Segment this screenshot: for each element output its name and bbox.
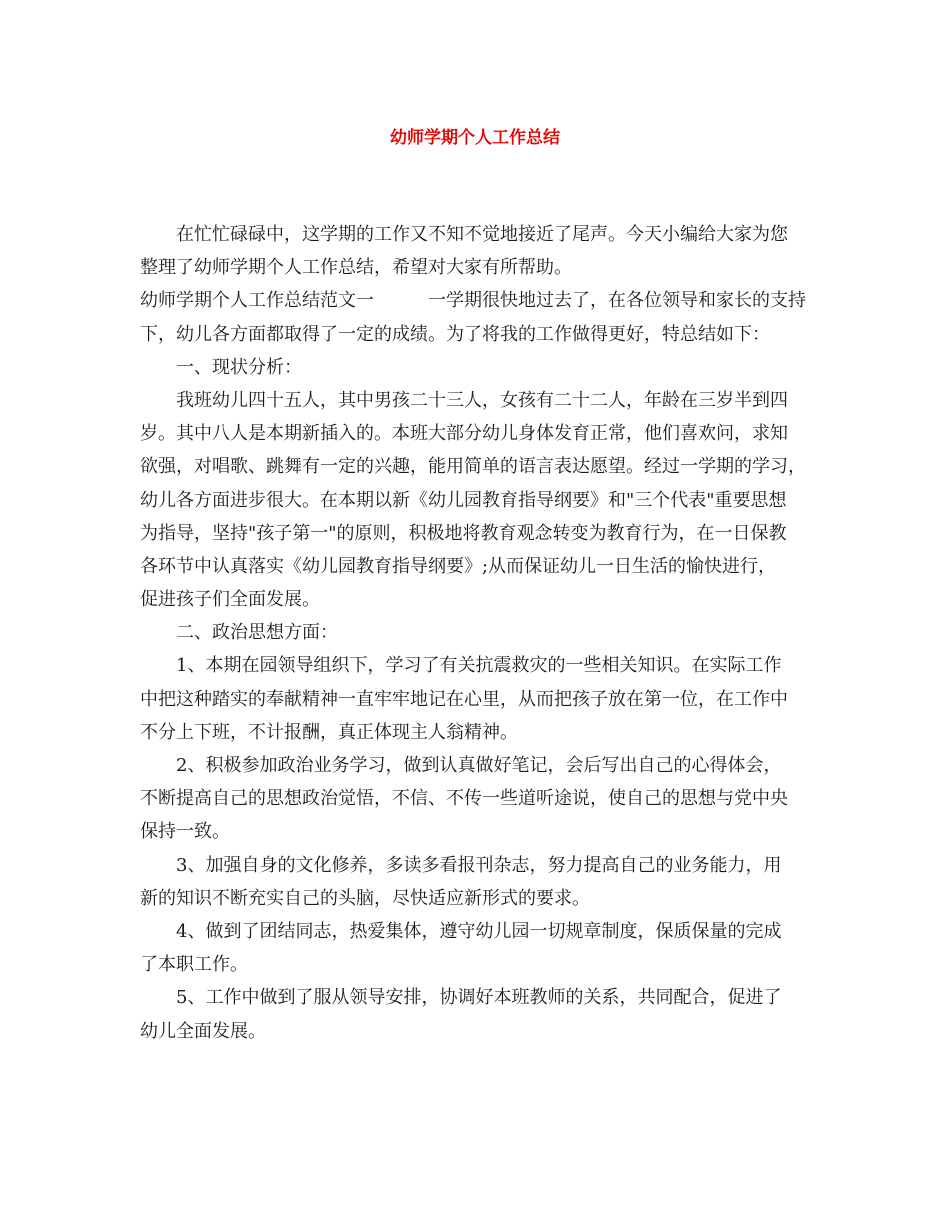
body-line: 在忙忙碌碌中，这学期的工作又不知不觉地接近了尾声。今天小编给大家为您 bbox=[176, 224, 788, 245]
body-line: 5、工作中做到了服从领导安排，协调好本班教师的关系，共同配合，促进了 bbox=[176, 987, 782, 1009]
document-title: 幼师学期个人工作总结 bbox=[390, 128, 560, 148]
body-line: 二、政治思想方面： bbox=[176, 622, 338, 644]
body-line: 整理了幼师学期个人工作总结，希望对大家有所帮助。 bbox=[140, 257, 572, 279]
body-line: 3、加强自身的文化修养，多读多看报刊杂志，努力提高自己的业务能力，用 bbox=[176, 854, 782, 876]
body-line: 1、本期在园领导组织下，学习了有关抗震救灾的一些相关知识。在实际工作 bbox=[176, 655, 782, 677]
body-line: 岁。其中八人是本期新插入的。本班大部分幼儿身体发育正常，他们喜欢问，求知 bbox=[140, 423, 788, 445]
document-body bbox=[140, 224, 820, 1054]
body-line: 保持一致。 bbox=[140, 821, 230, 843]
body-line: 新的知识不断充实自己的头脑，尽快适应新形式的要求。 bbox=[140, 887, 590, 909]
body-line: 一、现状分析： bbox=[176, 356, 302, 378]
body-line: 我班幼儿四十五人，其中男孩二十三人，女孩有二十二人，年龄在三岁半到四 bbox=[176, 389, 788, 411]
body-line: 不分上下班，不计报酬，真正体现主人翁精神。 bbox=[140, 721, 518, 743]
body-line: 各环节中认真落实《幼儿园教育指导纲要》;从而保证幼儿一日生活的愉快进行， bbox=[140, 555, 777, 577]
body-line: 幼儿各方面进步很大。在本期以新《幼儿园教育指导纲要》和"三个代表"重要思想 bbox=[140, 489, 787, 511]
body-line: 了本职工作。 bbox=[140, 954, 248, 976]
body-line: 下，幼儿各方面都取得了一定的成绩。为了将我的工作做得更好，特总结如下： bbox=[140, 323, 770, 345]
body-line: 不断提高自己的思想政治觉悟，不信、不传一些道听途说，使自己的思想与党中央 bbox=[140, 788, 788, 810]
body-line: 2、积极参加政治业务学习，做到认真做好笔记，会后写出自己的心得体会， bbox=[176, 755, 782, 776]
body-line: 促进孩子们全面发展。 bbox=[140, 589, 320, 611]
body-line: 中把这种踏实的奉献精神一直牢牢地记在心里，从而把孩子放在第一位，在工作中 bbox=[140, 688, 788, 710]
body-line: 4、做到了团结同志，热爱集体，遵守幼儿园一切规章制度，保质保量的完成 bbox=[176, 920, 782, 942]
body-line: 欲强，对唱歌、跳舞有一定的兴趣，能用简单的语言表达愿望。经过一学期的学习， bbox=[140, 456, 806, 478]
body-line: 为指导，坚持"孩子第一"的原则，积极地将教育观念转变为教育行为，在一日保教 bbox=[140, 522, 787, 544]
body-line: 幼儿全面发展。 bbox=[140, 1020, 266, 1042]
body-line: 幼师学期个人工作总结范文一 一学期很快地过去了，在各位领导和家长的支持 bbox=[140, 290, 806, 312]
